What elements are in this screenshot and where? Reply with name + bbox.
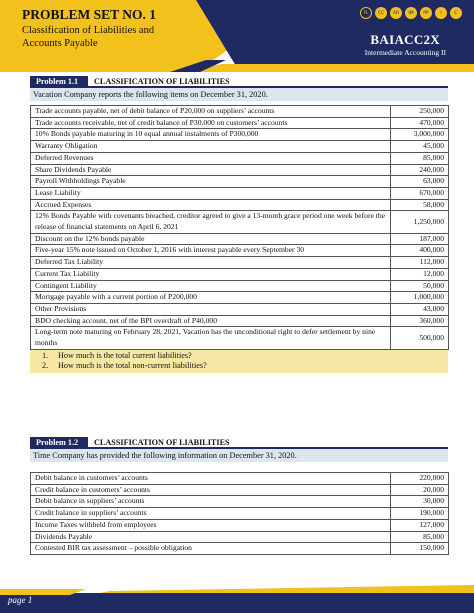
table-row [31, 327, 449, 349]
item-description: Current Tax Liability [31, 268, 391, 280]
problem-heading: CLASSIFICATION OF LIABILITIES [94, 437, 230, 447]
item-description: Lease Liability [31, 187, 391, 199]
item-description: Credit balance in customers’ accounts [31, 484, 391, 496]
item-amount: 360,000 [391, 315, 449, 327]
course-code: BAIACC2X [370, 32, 440, 47]
table-row [31, 473, 449, 485]
problem-tag: Problem 1.2 [30, 437, 88, 447]
item-description: Dividends Payable [31, 531, 391, 543]
table-row [31, 187, 449, 199]
table-row [31, 211, 449, 233]
item-description: Other Provisions [31, 303, 391, 315]
table-row [31, 176, 449, 188]
problem-intro: Time Company has provided the following information on December 31, 2020. [30, 449, 448, 462]
item-amount: 150,000 [391, 543, 449, 555]
subtitle-line-1: Classification of Liabilities and [22, 25, 155, 36]
nav-dot[interactable]: FL [360, 7, 372, 19]
nav-dot[interactable]: PP [420, 7, 432, 19]
table-row [31, 164, 449, 176]
table-row [31, 484, 449, 496]
item-description: Long-term note maturing on February 28, 2021, Vacation has the unconditional right to defer settlement by nine months [31, 327, 391, 349]
question-item [42, 361, 448, 372]
document-title: PROBLEM SET NO. 1 [22, 7, 157, 22]
item-amount: 240,000 [391, 164, 449, 176]
item-amount: 63,000 [391, 176, 449, 188]
subtitle-line-2: Accounts Payable [22, 38, 98, 49]
item-amount: 400,000 [391, 245, 449, 257]
item-amount: 85,000 [391, 531, 449, 543]
item-amount: 58,000 [391, 199, 449, 211]
table-row [31, 117, 449, 129]
problem-1-1-section [30, 76, 448, 373]
page-number: page 1 [8, 595, 33, 605]
item-description: Debit balance in customers’ accounts [31, 473, 391, 485]
topic-nav-dots [360, 7, 462, 19]
item-amount: 43,000 [391, 303, 449, 315]
problem-heading-bar [30, 76, 448, 88]
item-description: Warranty Obligation [31, 141, 391, 153]
item-description: Payroll Withholdings Payable [31, 176, 391, 188]
item-amount: 220,000 [391, 473, 449, 485]
nav-dot[interactable]: AR [390, 7, 402, 19]
table-row [31, 106, 449, 118]
problem-1-2-section [30, 437, 448, 555]
problem-intro: Vacation Company reports the following items on December 31, 2020. [30, 88, 448, 101]
problem-heading: CLASSIFICATION OF LIABILITIES [94, 76, 230, 86]
table-row [31, 280, 449, 292]
nav-dot[interactable]: I [435, 7, 447, 19]
item-amount: 12,000 [391, 268, 449, 280]
course-name: Intermediate Accounting II [364, 48, 446, 57]
table-row [31, 303, 449, 315]
table-row [31, 292, 449, 304]
table-row [31, 496, 449, 508]
item-amount: 20,000 [391, 484, 449, 496]
page-footer [0, 579, 474, 613]
item-description: Trade accounts receivable, net of credit balance of P30,000 on customers’ accounts [31, 117, 391, 129]
item-description: Debit balance in suppliers’ accounts [31, 496, 391, 508]
item-description: Deferred Tax Liability [31, 257, 391, 269]
page-header [0, 0, 474, 72]
item-description: Share Dividends Payable [31, 164, 391, 176]
item-description: Mortgage payable with a current portion of P200,000 [31, 292, 391, 304]
problem-1-2-table [30, 472, 449, 555]
problem-tag: Problem 1.1 [30, 76, 88, 86]
item-amount: 112,000 [391, 257, 449, 269]
item-description: Credit balance in suppliers’ accounts [31, 508, 391, 520]
item-amount: 500,000 [391, 327, 449, 349]
item-amount: 30,000 [391, 496, 449, 508]
nav-dot[interactable]: CC [375, 7, 387, 19]
item-description: Trade accounts payable, net of debit balance of P20,000 on suppliers’ accounts [31, 106, 391, 118]
item-description: Accrued Expenses [31, 199, 391, 211]
table-row [31, 268, 449, 280]
table-row [31, 199, 449, 211]
item-amount: 1,000,000 [391, 292, 449, 304]
question-text: How much is the total non-current liabilities? [58, 361, 207, 371]
item-amount: 670,000 [391, 187, 449, 199]
item-description: Deferred Revenues [31, 152, 391, 164]
item-amount: 3,000,000 [391, 129, 449, 141]
problem-1-1-table [30, 105, 449, 350]
table-row [31, 233, 449, 245]
item-description: Contingent Liability [31, 280, 391, 292]
item-description: 12% Bonds Payable with covenants breached, creditor agreed to give a 13-month grace period one week before the release of financial statements on April 6, 2021 [31, 211, 391, 233]
item-amount: 250,000 [391, 106, 449, 118]
table-row [31, 257, 449, 269]
item-amount: 127,000 [391, 519, 449, 531]
footer-banner-shape [0, 579, 474, 613]
table-row [31, 141, 449, 153]
item-description: 10% Bonds payable maturing in 10 equal annual instalments of P300,000 [31, 129, 391, 141]
item-amount: 1,250,000 [391, 211, 449, 233]
table-row [31, 543, 449, 555]
table-row [31, 519, 449, 531]
item-description: Income Taxes withheld from employees [31, 519, 391, 531]
item-amount: 470,000 [391, 117, 449, 129]
question-text: How much is the total current liabilities? [58, 350, 192, 360]
item-amount: 187,000 [391, 233, 449, 245]
item-amount: 45,000 [391, 141, 449, 153]
problem-heading-bar [30, 437, 448, 449]
nav-dot[interactable]: IM [405, 7, 417, 19]
table-row [31, 508, 449, 520]
question-number: 2. [42, 361, 49, 371]
item-description: Discount on the 12% bonds payable [31, 233, 391, 245]
table-row [31, 315, 449, 327]
item-amount: 190,000 [391, 508, 449, 520]
table-row [31, 531, 449, 543]
table-row [31, 245, 449, 257]
question-list [30, 350, 448, 373]
item-amount: 85,000 [391, 152, 449, 164]
item-description: BDO checking account, net of the BPI overdraft of P40,000 [31, 315, 391, 327]
table-row [31, 129, 449, 141]
question-item [42, 351, 448, 362]
document-subtitle [22, 24, 172, 50]
table-row [31, 152, 449, 164]
item-description: Five-year 15% note issued on October 1, 2016 with interest payable every September 30 [31, 245, 391, 257]
question-number: 1. [42, 350, 49, 360]
nav-dot[interactable]: C [450, 7, 462, 19]
item-amount: 50,000 [391, 280, 449, 292]
item-description: Contested BIR tax assessment – possible obligation [31, 543, 391, 555]
